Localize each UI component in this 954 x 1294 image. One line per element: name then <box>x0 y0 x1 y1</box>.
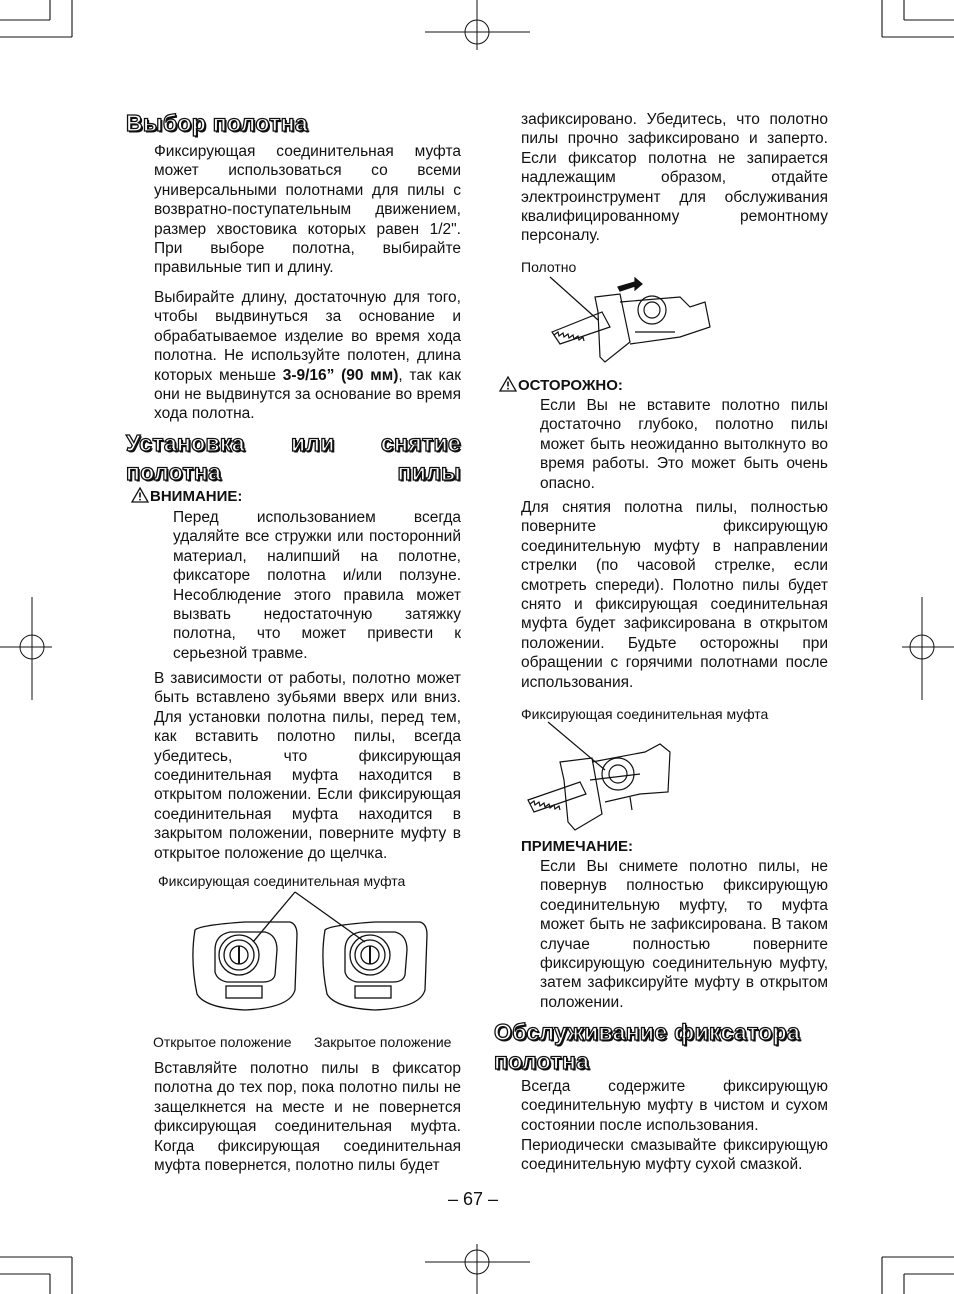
section-title-maintenance: Обслуживание фиксатора полотна <box>494 1019 801 1074</box>
text-run: Выбирайте длину, достаточную для того, чтобы выдвинуться за основание и обрабатываемое изделие во время хода полотна. Не используйте полотен, длина которых меньше <box>154 289 461 384</box>
warning-triangle-icon <box>499 376 517 392</box>
blade-removal-figure <box>520 722 680 832</box>
caption-open-position: Открытое положение <box>153 1034 292 1050</box>
warning-heading <box>131 487 242 506</box>
warning-text: Перед использованием всегда удаляйте все стружки или посторонний материал, налипший на полотне, фиксаторе полотна и/или ползуне. Несоблюдение этого правила может вызвать недостаточную затяжку полотна, что может привести к серьезной травме. <box>173 509 461 662</box>
figure-label-blade: Полотно <box>521 259 577 275</box>
caption-closed-position: Закрытое положение <box>314 1034 452 1050</box>
paragraph-install-orientation: В зависимости от работы, полотно может быть вставлено зубьями вверх или вниз. Для установки полотна пилы, перед тем, как вставить полотно пилы, всегда убедитесь, что фиксирующая соединительная муфта находится в открытом положении. Если фиксирующая соединительная муфта находится в закрытом положении, поверните муфту в открытое положение до щелчка. <box>154 670 461 862</box>
paragraph-keep-clean: Всегда содержите фиксирующую соединительную муфту в чистом и сухом состоянии после использования. <box>521 1078 828 1134</box>
warning-triangle-icon <box>131 487 149 503</box>
note-title: ПРИМЕЧАНИЕ: <box>521 838 634 855</box>
paragraph-lubricate: Периодически смазывайте фиксирующую соединительную муфту сухой смазкой. <box>521 1137 828 1174</box>
caution-heading <box>499 376 623 395</box>
paragraph-blade-compat: Фиксирующая соединительная муфта может использоваться со всеми универсальными полотнами для пилы с возвратно-поступательным движением, размер хвостовика которых равен 1/2". При выборе полотна, выбирайте правильные тип и длину. <box>154 143 461 277</box>
figure-label-coupling-2: Фиксирующая соединительная муфта <box>521 706 769 722</box>
warning-title: ВНИМАНИЕ: <box>150 488 243 505</box>
page-number: – 67 – <box>448 1189 499 1209</box>
paragraph-insert-blade: Вставляйте полотно пилы в фиксатор полотна до тех пор, пока полотно пилы не защелкнется на месте и не повернется фиксирующая соединительная муфта. Когда фиксирующая соединительная муфта повернется, полотно пилы будет <box>154 1060 461 1175</box>
paragraph-blade-length <box>154 288 461 424</box>
section-title-blade-selection: Выбор полотна <box>126 110 308 136</box>
figure-label-coupling: Фиксирующая соединительная муфта <box>158 873 406 889</box>
section-title-install-remove: Установка или снятие полотна пилы <box>126 430 461 485</box>
text-run: , так как они не выдвинутся за основание во время хода полотна. <box>154 366 461 423</box>
note-text: Если Вы снимете полотно пилы, не повернув полностью фиксирующую соединительную муфту, то муфта может быть не зафиксирована. В таком случае полностью поверните фиксирующую соединительную муфту, затем зафиксируйте муфту в открытом положении. <box>540 858 828 1011</box>
blade-insertion-figure <box>540 272 715 372</box>
caution-title: ОСТОРОЖНО: <box>518 377 623 394</box>
coupling-positions-figure <box>185 890 465 1025</box>
length-value: 3-9/16” (90 мм) <box>282 366 399 384</box>
caution-text: Если Вы не вставите полотно пилы достаточно глубоко, полотно пилы может быть неожиданно вытолкнуто во время работы. Это может быть очень опасно. <box>540 397 828 492</box>
paragraph-blade-locked: зафиксировано. Убедитесь, что полотно пилы прочно зафиксировано и заперто. Если фиксатор полотна не запирается надлежащим образом, отдайте электроинструмент для обслуживания квалифицированному ремонтному персоналу. <box>521 111 828 245</box>
paragraph-blade-removal: Для снятия полотна пилы, полностью поверните фиксирующую соединительную муфту в направлении стрелки (по часовой стрелке, если смотреть спереди). Полотно пилы будет снято и фиксирующая соединительная муфта будет зафиксирована в открытом положении. Будьте осторожны при обращении с горячими полотнами после использования. <box>521 499 828 691</box>
